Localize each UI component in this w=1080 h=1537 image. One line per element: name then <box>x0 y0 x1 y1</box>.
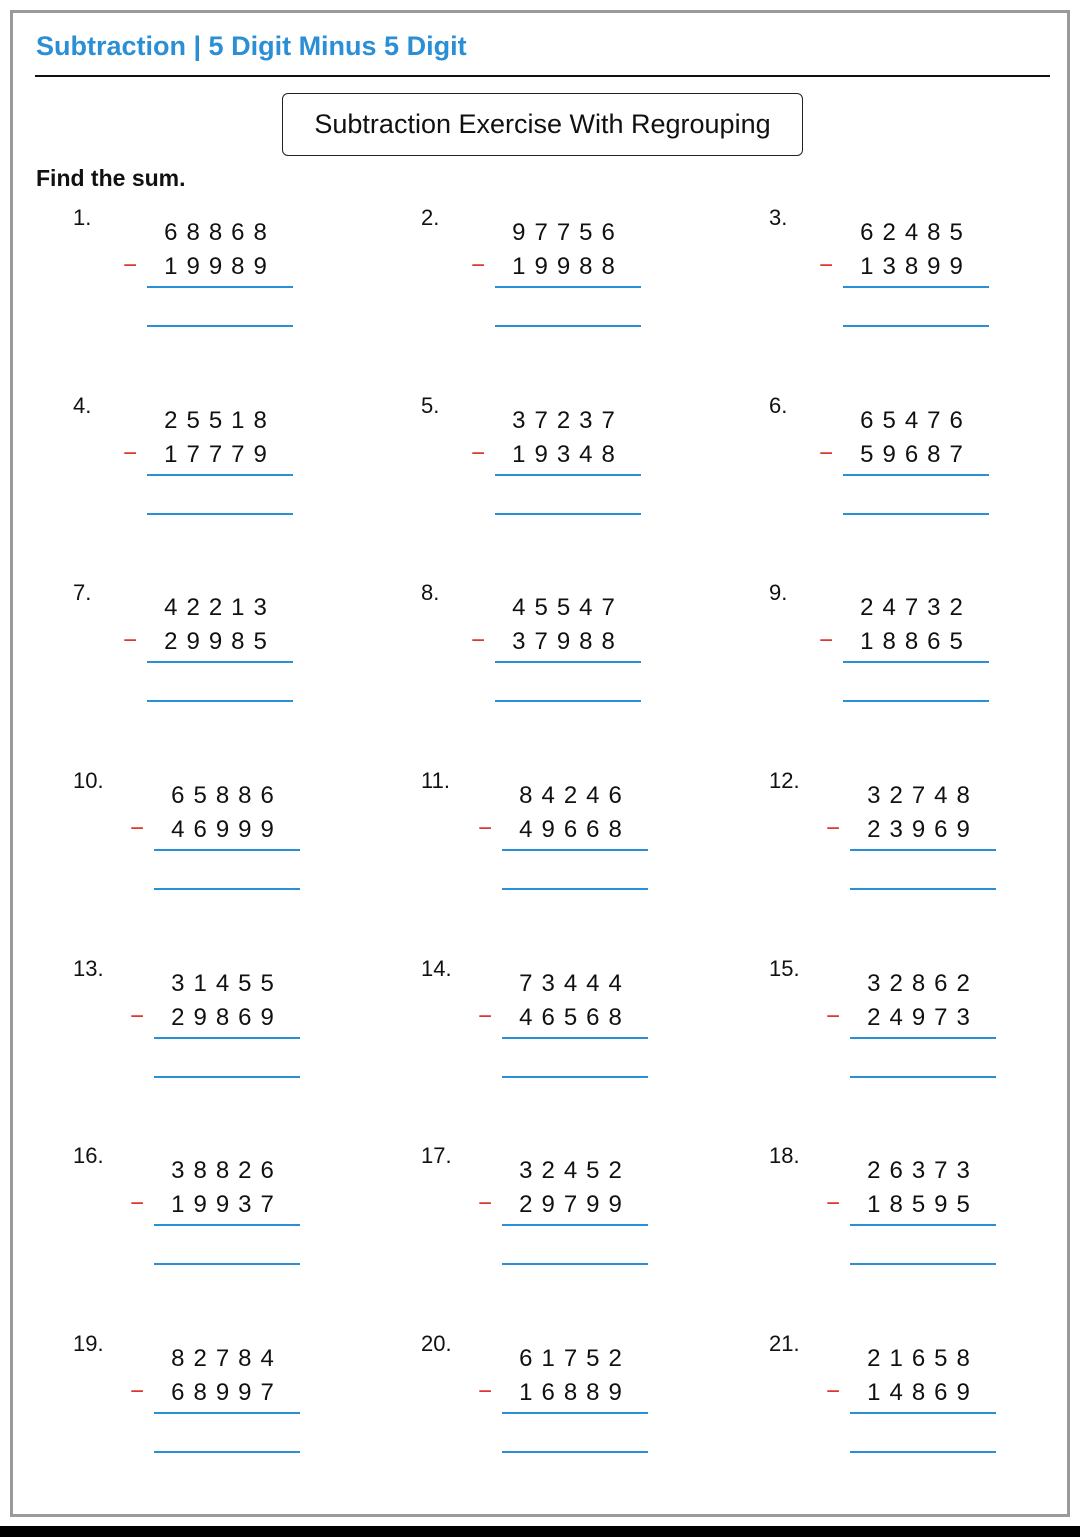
minus-sign: − <box>123 627 138 654</box>
minus-sign: − <box>471 440 486 467</box>
minuend: 68868 <box>164 219 276 246</box>
minus-sign: − <box>130 1190 145 1217</box>
problem-number: 11. <box>421 768 450 793</box>
subtrahend: 59687 <box>860 441 972 468</box>
instruction-text: Find the sum. <box>36 165 186 191</box>
problem-number: 19. <box>73 1331 104 1356</box>
problem-number: 21. <box>769 1331 800 1356</box>
underline <box>843 286 989 288</box>
underline <box>502 1037 648 1039</box>
minuend: 37237 <box>512 407 624 434</box>
minuend: 32748 <box>867 782 979 809</box>
underline <box>147 474 293 476</box>
answer-line[interactable] <box>495 700 641 702</box>
underline <box>850 1037 996 1039</box>
problem-5 <box>421 393 721 543</box>
minuend: 82784 <box>171 1345 283 1372</box>
problem-number: 1. <box>73 205 92 230</box>
subtrahend: 13899 <box>860 253 972 280</box>
worksheet <box>10 10 1070 1517</box>
underline <box>495 474 641 476</box>
minuend: 45547 <box>512 594 624 621</box>
underline <box>502 1412 648 1414</box>
answer-line[interactable] <box>495 325 641 327</box>
subtrahend: 23969 <box>867 816 979 843</box>
underline <box>147 286 293 288</box>
problem-number: 5. <box>421 393 440 418</box>
problem-number: 10. <box>73 768 104 793</box>
answer-line[interactable] <box>850 888 996 890</box>
underline <box>154 849 300 851</box>
answer-line[interactable] <box>495 513 641 515</box>
problem-20 <box>421 1331 721 1481</box>
subtrahend: 16889 <box>519 1379 631 1406</box>
problem-number: 15. <box>769 956 800 981</box>
problem-13 <box>73 956 373 1106</box>
minus-sign: − <box>123 252 138 279</box>
underline <box>154 1412 300 1414</box>
problem-10 <box>73 768 373 918</box>
subtrahend: 29985 <box>164 628 276 655</box>
minus-sign: − <box>819 627 834 654</box>
problem-number: 13. <box>73 956 104 981</box>
minuend: 42213 <box>164 594 276 621</box>
answer-line[interactable] <box>147 325 293 327</box>
problem-8 <box>421 580 721 730</box>
subtrahend: 17779 <box>164 441 276 468</box>
minus-sign: − <box>819 440 834 467</box>
answer-line[interactable] <box>502 1076 648 1078</box>
minus-sign: − <box>130 1378 145 1405</box>
subtrahend: 24973 <box>867 1004 979 1031</box>
subtrahend: 14869 <box>867 1379 979 1406</box>
answer-line[interactable] <box>502 1451 648 1453</box>
problem-1 <box>73 205 373 355</box>
answer-line[interactable] <box>843 325 989 327</box>
answer-line[interactable] <box>154 1076 300 1078</box>
problem-number: 12. <box>769 768 800 793</box>
minuend: 26373 <box>867 1157 979 1184</box>
problem-number: 14. <box>421 956 452 981</box>
problem-number: 17. <box>421 1143 452 1168</box>
answer-line[interactable] <box>502 1263 648 1265</box>
subtrahend: 46999 <box>171 816 283 843</box>
problem-21 <box>769 1331 1069 1481</box>
underline <box>154 1224 300 1226</box>
minus-sign: − <box>478 1190 493 1217</box>
title-divider <box>35 75 1050 77</box>
subtrahend: 49668 <box>519 816 631 843</box>
minuend: 62485 <box>860 219 972 246</box>
underline <box>154 1037 300 1039</box>
subtrahend: 29869 <box>171 1004 283 1031</box>
problem-number: 18. <box>769 1143 800 1168</box>
answer-line[interactable] <box>850 1263 996 1265</box>
underline <box>850 1224 996 1226</box>
answer-line[interactable] <box>502 888 648 890</box>
underline <box>843 661 989 663</box>
problem-3 <box>769 205 1069 355</box>
problem-11 <box>421 768 721 918</box>
minus-sign: − <box>478 815 493 842</box>
minuend: 84246 <box>519 782 631 809</box>
answer-line[interactable] <box>843 700 989 702</box>
answer-line[interactable] <box>147 513 293 515</box>
problem-19 <box>73 1331 373 1481</box>
minuend: 65476 <box>860 407 972 434</box>
minus-sign: − <box>471 252 486 279</box>
minus-sign: − <box>826 1378 841 1405</box>
answer-line[interactable] <box>850 1076 996 1078</box>
problem-12 <box>769 768 1069 918</box>
problem-15 <box>769 956 1069 1106</box>
problem-18 <box>769 1143 1069 1293</box>
problem-number: 20. <box>421 1331 452 1356</box>
problem-number: 8. <box>421 580 440 605</box>
minus-sign: − <box>130 1003 145 1030</box>
subtrahend: 68997 <box>171 1379 283 1406</box>
subtrahend: 29799 <box>519 1191 631 1218</box>
underline <box>502 849 648 851</box>
minus-sign: − <box>826 1190 841 1217</box>
problem-14 <box>421 956 721 1106</box>
underline <box>495 286 641 288</box>
minuend: 73444 <box>519 970 631 997</box>
problem-7 <box>73 580 373 730</box>
problem-number: 6. <box>769 393 788 418</box>
underline <box>147 661 293 663</box>
subtrahend: 19937 <box>171 1191 283 1218</box>
minus-sign: − <box>478 1378 493 1405</box>
underline <box>850 849 996 851</box>
minuend: 97756 <box>512 219 624 246</box>
minus-sign: − <box>478 1003 493 1030</box>
problem-number: 4. <box>73 393 92 418</box>
subtrahend: 19988 <box>512 253 624 280</box>
worksheet-title: Subtraction | 5 Digit Minus 5 Digit <box>36 31 467 61</box>
answer-line[interactable] <box>850 1451 996 1453</box>
underline <box>502 1224 648 1226</box>
answer-line[interactable] <box>154 1263 300 1265</box>
problem-number: 7. <box>73 580 92 605</box>
subtrahend: 18865 <box>860 628 972 655</box>
minuend: 21658 <box>867 1345 979 1372</box>
minuend: 38826 <box>171 1157 283 1184</box>
problem-number: 2. <box>421 205 440 230</box>
subtrahend: 19348 <box>512 441 624 468</box>
subtrahend: 46568 <box>519 1004 631 1031</box>
answer-line[interactable] <box>843 513 989 515</box>
minus-sign: − <box>123 440 138 467</box>
minus-sign: − <box>471 627 486 654</box>
underline <box>850 1412 996 1414</box>
minus-sign: − <box>819 252 834 279</box>
problem-number: 9. <box>769 580 788 605</box>
problem-number: 3. <box>769 205 788 230</box>
minuend: 32452 <box>519 1157 631 1184</box>
exercise-subtitle: Subtraction Exercise With Regrouping <box>282 93 803 156</box>
minuend: 25518 <box>164 407 276 434</box>
underline <box>843 474 989 476</box>
minus-sign: − <box>826 815 841 842</box>
minus-sign: − <box>130 815 145 842</box>
problem-16 <box>73 1143 373 1293</box>
problem-17 <box>421 1143 721 1293</box>
underline <box>495 661 641 663</box>
minuend: 61752 <box>519 1345 631 1372</box>
subtrahend: 19989 <box>164 253 276 280</box>
subtrahend: 18595 <box>867 1191 979 1218</box>
problem-4 <box>73 393 373 543</box>
answer-line[interactable] <box>154 1451 300 1453</box>
problem-6 <box>769 393 1069 543</box>
answer-line[interactable] <box>154 888 300 890</box>
problem-number: 16. <box>73 1143 104 1168</box>
minuend: 24732 <box>860 594 972 621</box>
problem-2 <box>421 205 721 355</box>
problem-9 <box>769 580 1069 730</box>
minuend: 31455 <box>171 970 283 997</box>
minuend: 32862 <box>867 970 979 997</box>
subtrahend: 37988 <box>512 628 624 655</box>
minuend: 65886 <box>171 782 283 809</box>
bottom-border <box>0 1526 1080 1537</box>
minus-sign: − <box>826 1003 841 1030</box>
answer-line[interactable] <box>147 700 293 702</box>
